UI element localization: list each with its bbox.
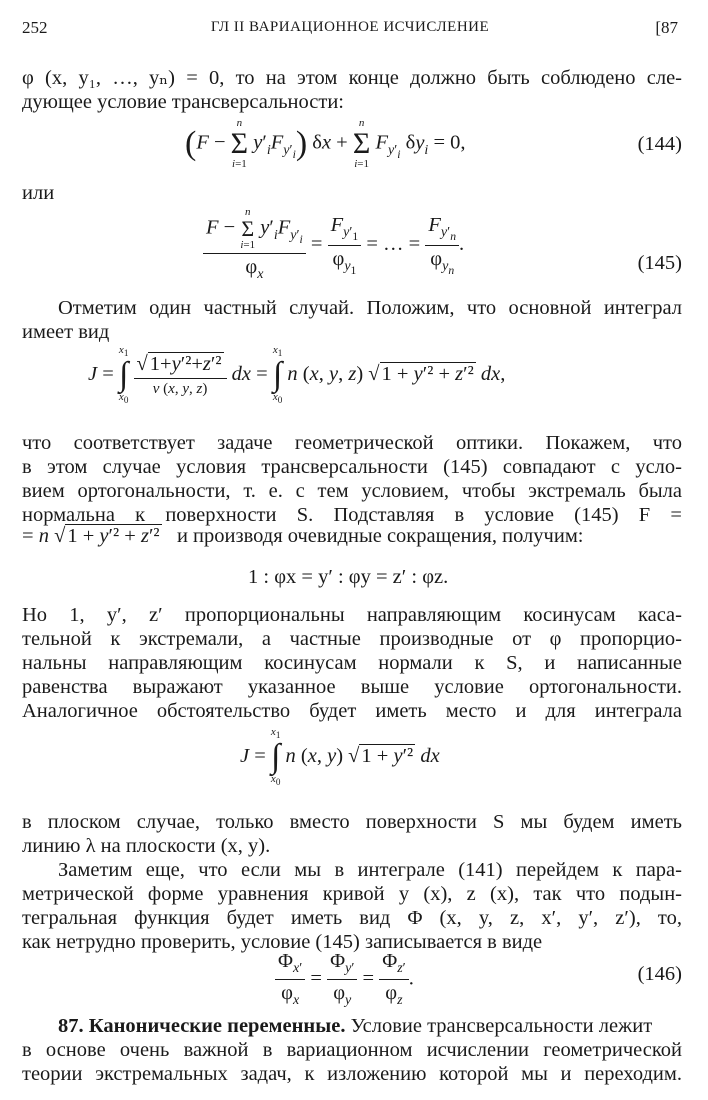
text-line: или <box>22 182 55 204</box>
text-line: Отметим один частный случай. Положим, что основной интеграл <box>58 297 682 319</box>
section-number: [87 <box>655 18 678 37</box>
running-title: ГЛ II ВАРИАЦИОННОЕ ИСЧИСЛЕНИЕ <box>210 19 490 35</box>
text-line: дующее условие трансверсальности: <box>22 91 345 113</box>
equation-145: F − n Σ i=1 $y'_iF_{y'_i}$ $\varphi_x$ = $\frac{F_{y'_1}}{\varphi_{y_1}}$ = … = $\frac{F_{y'_n}}{\varphi_{y_n}}$ . <box>203 207 464 283</box>
text-line: в этом случае условия трансверсальности (145) совпадают с усло- <box>22 456 682 478</box>
text-line-rest: и производя очевидные сокращения, получим: <box>176 525 584 547</box>
text-line: Аналогичное обстоятельство будет иметь место и для интеграла <box>22 700 682 722</box>
page-header <box>22 18 678 44</box>
text-line: метрической форме уравнения кривой y (x), z (x), так что подын- <box>22 883 682 905</box>
ratio-equation: 1 : φx = y′ : φy = z′ : φz. <box>248 566 449 588</box>
text-line: что соответствует задаче геометрической оптики. Покажем, что <box>22 432 682 454</box>
text-line: имеет вид <box>22 321 110 343</box>
equation-146: $\frac{\Phi_{x'}}{\varphi_x}$ = $\frac{\Phi_{y'}}{\varphi_y}$ = $\frac{\Phi_{z'}}{\varphi_z}$ . <box>275 950 414 1009</box>
page-number: 252 <box>22 18 48 37</box>
text-line: в плоском случае, только вместо поверхности S мы будем иметь <box>22 811 682 833</box>
text-line: φ (x, y₁, …, yₙ) = 0, то на этом конце должно быть соблюдено сле- <box>22 67 682 89</box>
text-line: = n √1 + y′² + z′² и производя очевидные сокращения, получим: <box>22 525 584 547</box>
text-line: линию λ на плоскости (x, y). <box>22 835 271 857</box>
equation-number: (144) <box>637 133 682 155</box>
equation-144: (F − n Σ i=1 $y'_iF_{y'_i}$) δx + n Σ i=1 $F_{y'_i}$ $\delta y_i = 0$, <box>185 117 466 170</box>
text-line: тегральная функция будет иметь вид Φ (x, y, z, x′, y′, z′), то, <box>22 907 682 929</box>
text-line: Но 1, y′, z′ пропорциональны направляющим косинусам каса- <box>22 604 682 626</box>
text-line: Заметим еще, что если мы в интеграле (141) перейдем к пара- <box>58 859 682 881</box>
section-heading: 87. Канонические переменные. <box>58 1015 346 1037</box>
equation-number: (145) <box>637 252 682 274</box>
text-line <box>58 1016 682 1037</box>
equation-number: (146) <box>637 963 682 985</box>
text-line-rest: Условие трансверсальности лежит <box>345 1015 653 1037</box>
text-line: тельной к экстремали, а частные производные от φ пропорцио- <box>22 628 682 650</box>
text-line: нормальна к поверхности S. Подставляя в условие (145) F = <box>22 504 682 526</box>
integral-plane-equation: J = $x_1$ ∫ $x_0$ n (x, y) √1 + y′² dx <box>240 726 440 788</box>
text-line: равенства выражают указанное выше условие ортогональности. <box>22 676 682 698</box>
integral-J-equation: J = $x_1$ ∫ $x_0$ $\frac{\text{√1+y′²+z′²}}{v (x, y, z)}$ dx = $x_1$ ∫ $x_0$ n (x, y, z) √1 + y′² + z′² dx, <box>88 344 506 406</box>
text-line: нальны направляющим косинусам нормали к S, и написанные <box>22 652 682 674</box>
text-line: вием ортогональности, т. е. с тем условием, чтобы экстремаль была <box>22 480 682 502</box>
text-line: в основе очень важной в вариационном исчислении геометрической <box>22 1039 682 1061</box>
text-line: как нетрудно проверить, условие (145) записывается в виде <box>22 931 543 953</box>
text-line: теории экстремальных задач, к изложению которой мы и переходим. <box>22 1063 682 1085</box>
